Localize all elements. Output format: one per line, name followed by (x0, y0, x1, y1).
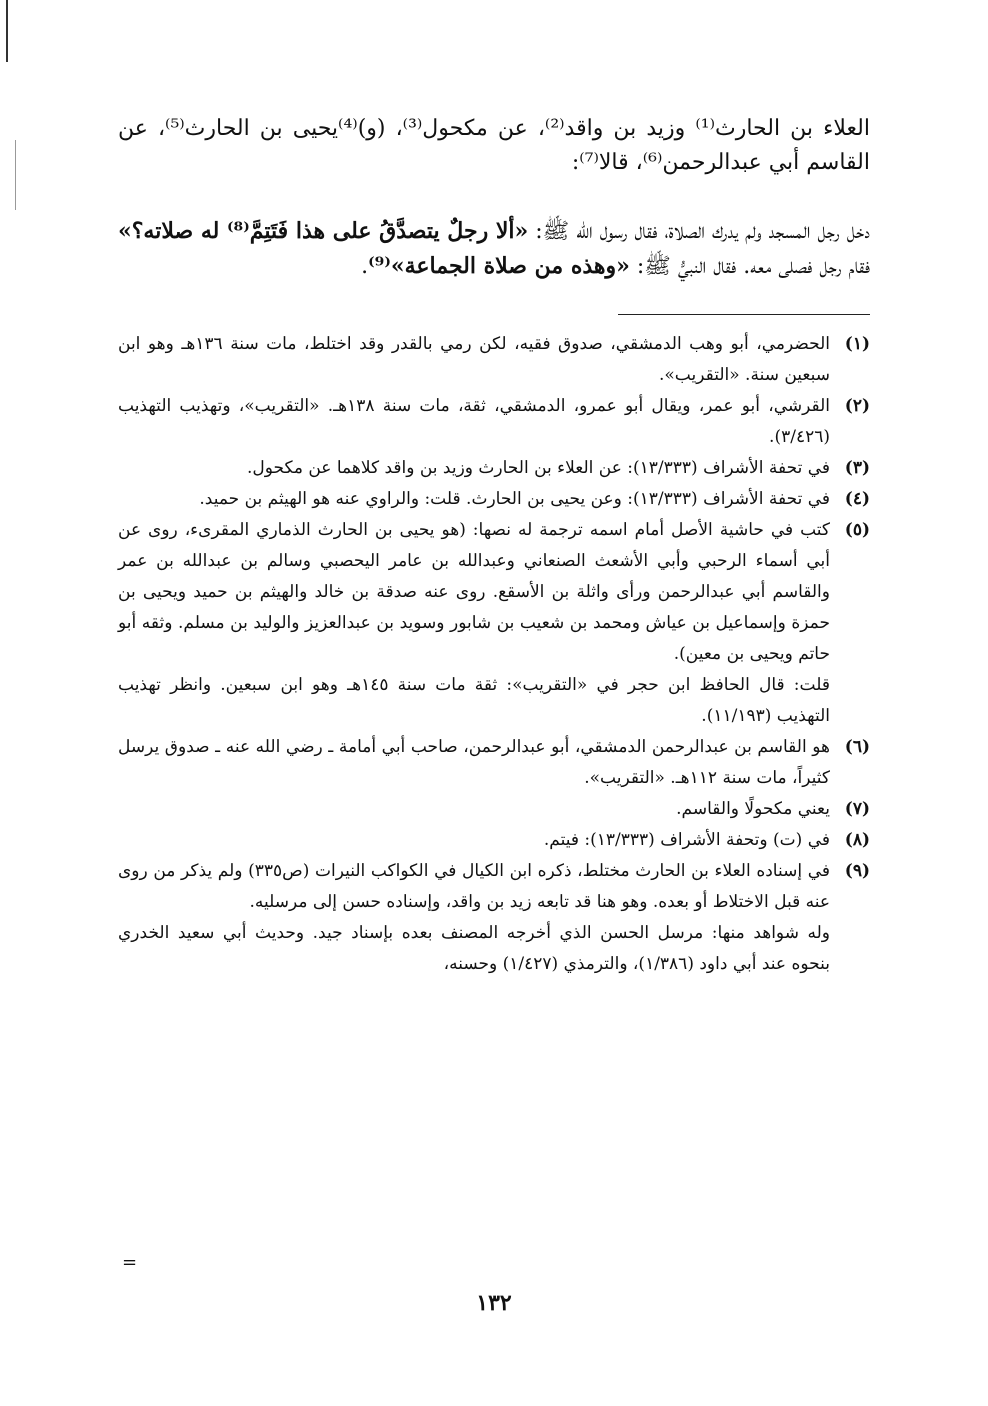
footnote-text: الحضرمي، أبو وهب الدمشقي، صدوق فقيه، لكن رمي بالقدر وقد اختلط، مات سنة ١٣٦هـ وهو ابن سبعين سنة. «التقريب». (118, 334, 831, 385)
footnote-text: القرشي، أبو عمر، ويقال أبو عمرو، الدمشقي، ثقة، مات سنة ١٣٨هـ. «التقريب»، وتهذيب التهذيب (٣/٤٢٦). (118, 396, 830, 447)
footnote-text: في تحفة الأشراف (١٣/٣٣٣): عن العلاء بن الحارث وزيد بن واقد كلاهما عن مكحول. (246, 458, 830, 478)
hadith-quote: «وهذه من صلاة الجماعة»⁽⁹⁾ (368, 253, 630, 279)
hadith-text: دخل رجل المسجد ولم يدرك الصلاة، فقال رسول الله ﷺ: (528, 219, 870, 244)
footnote-text: في إسناده العلاء بن الحارث مختلط، ذكره ابن الكيال في الكواكب النيرات (ص٣٣٥) ولم يذكر من روى عنه قبل الاختلاط أو بعده. وهو هنا قد تابعه زيد بن واقد، وإسناده حسن إلى مرسليه. (118, 861, 830, 912)
scan-edge-mark (15, 140, 16, 210)
footnote-text: قلت: قال الحافظ ابن حجر في «التقريب»: ثقة مات سنة ١٤٥هـ وهو ابن سبعين. وانظر تهذيب التهذيب (١١/١٩٣). (118, 675, 830, 726)
footnote-number: (٢) (844, 396, 870, 416)
footnote-number: (٥) (844, 520, 870, 540)
footnote (118, 484, 870, 515)
page-number: ١٣٢ (476, 1290, 512, 1316)
footnote-text: هو القاسم بن عبدالرحمن الدمشقي، أبو عبدالرحمن، صاحب أبي أمامة ـ رضي الله عنه ـ صدوق يرسل كثيراً، مات سنة ١١٢هـ. «التقريب». (118, 737, 830, 788)
continuation-mark: = (122, 1252, 138, 1273)
footnote-number: (٩) (844, 861, 870, 881)
footnote-text: كتب في حاشية الأصل أمام اسمه ترجمة له نصها: (هو يحيى بن الحارث الذماري المقرىء، روى عن أبي أسماء الرحبي وأبي الأشعث الصنعاني وعبدالله بن عامر اليحصبي وسالم بن عبدالله بن عمر والقاسم أبي عبدالرحمن ورأى واثلة بن الأسقع. روى عنه صدقة بن خالد والهيثم بن حميد ويحيى بن حمزة وإسماعيل بن عياش ومحمد بن شعيب بن شابور وسويد بن عبدالعزيز والوليد بن مسلم. وثقه أبو حاتم ويحيى بن معين). (118, 520, 830, 664)
footnote (118, 794, 870, 825)
hadith-paragraph (118, 214, 870, 284)
footnote-number: (٨) (844, 830, 870, 850)
footnote-number: (٦) (844, 737, 870, 757)
footnote-number: (١) (844, 334, 870, 354)
footnote (118, 329, 870, 391)
footnote (118, 391, 870, 453)
hadith-text: فقام رجل فصلى معه. فقال النبيُّ ﷺ: (629, 254, 870, 279)
footnote (118, 732, 870, 794)
footnote (118, 825, 870, 856)
footnote-number: (٤) (844, 489, 870, 509)
footnote-divider (618, 314, 870, 315)
footnote-text: يعني مكحولًا والقاسم. (676, 799, 830, 819)
footnote (118, 453, 870, 484)
footnote (118, 856, 870, 980)
isnad-paragraph: العلاء بن الحارث⁽¹⁾ وزيد بن واقد⁽²⁾، عن مكحول⁽³⁾، (و)⁽⁴⁾يحيى بن الحارث⁽⁵⁾، عن القاسم أبي عبدالرحمن⁽⁶⁾، قالا⁽⁷⁾: (118, 116, 870, 175)
scan-edge-mark (6, 0, 8, 62)
footnote-text: في تحفة الأشراف (١٣/٣٣٣): وعن يحيى بن الحارث. قلت: والراوي عنه هو الهيثم بن حميد. (199, 489, 830, 509)
page-body (118, 112, 870, 980)
footnote-text: في (ت) وتحفة الأشراف (١٣/٣٣٣): فيتم. (543, 830, 830, 850)
footnote-text: وله شواهد منها: مرسل الحسن الذي أخرجه المصنف بعده بإسناد جيد. وحديث أبي سعيد الخدري بنحوه عند أبي داود (١/٣٨٦)، والترمذي (١/٤٢٧) وحسنه، (118, 923, 830, 974)
footnote (118, 515, 870, 732)
hadith-quote: «ألا رجلٌ يتصدَّقُ على هذا فَتَتِمَّ⁽⁸⁾ له صلاته؟» (118, 218, 529, 244)
footnote-number: (٣) (844, 458, 870, 478)
footnote-number: (٧) (844, 799, 870, 819)
footnotes (118, 329, 870, 980)
hadith-text: . (361, 254, 369, 279)
